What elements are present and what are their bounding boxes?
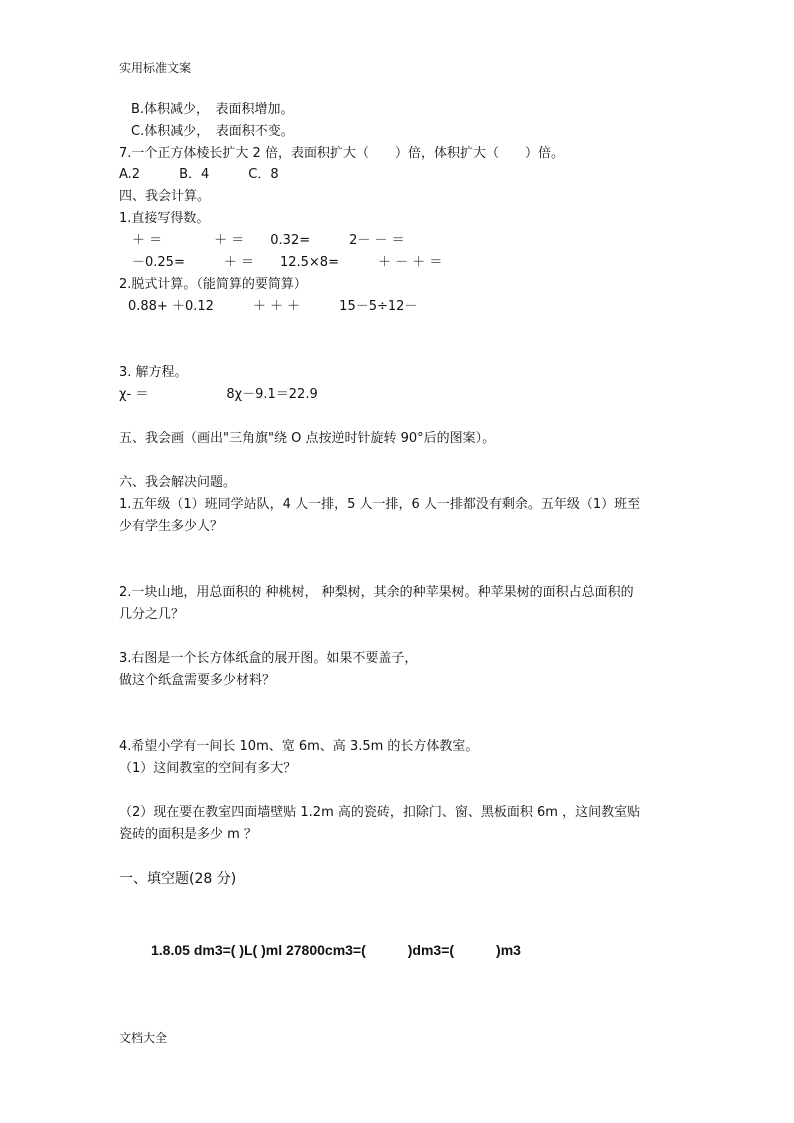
section-4-item-2-row: 0.88+ ＋0.12 ＋ ＋ ＋ 15－5÷12－ [128, 299, 418, 314]
problem-1-line-1: 1.五年级（1）班同学站队，4 人一排，5 人一排，6 人一排都没有剩余。五年级（1）班至 [119, 497, 641, 512]
section-4-title: 四、我会计算。 [119, 189, 211, 204]
section-4-item-1-row-1: ＋ ＝ ＋ ＝ 0.32= 2－ － ＝ [119, 233, 405, 248]
fill-blank-1: 1.8.05 dm3=( )L( )ml 27800cm3=( )dm3=( )m3 [151, 942, 521, 958]
option-c: C.体积减少， 表面积不变。 [131, 124, 294, 139]
section-1-title: 一、填空题(28 分) [119, 871, 237, 887]
section-4-item-3: 3. 解方程。 [119, 365, 188, 380]
page-header: 实用标准文案 [119, 61, 192, 75]
question-7: 7.一个正方体棱长扩大 2 倍，表面积扩大（ ）倍，体积扩大（ ）倍。 [119, 146, 564, 161]
problem-3-line-1: 3.右图是一个长方体纸盒的展开图。如果不要盖子， [119, 651, 418, 666]
problem-2-line-1: 2.一块山地，用总面积的 种桃树， 种梨树，其余的种苹果树。种苹果树的面积占总面积的 [119, 585, 634, 600]
problem-1-line-2: 少有学生多少人？ [119, 519, 224, 534]
section-4-item-2: 2.脱式计算。（能简算的要简算） [119, 277, 307, 292]
problem-4-question-2-line-2: 瓷砖的面积是多少 m ？ [119, 827, 257, 842]
section-5-title: 五、我会画（画出"三角旗"绕 O 点按逆时针旋转 90°后的图案）。 [119, 431, 496, 446]
problem-4-question-1: （1）这间教室的空间有多大？ [119, 761, 297, 776]
section-6-title: 六、我会解决问题。 [119, 475, 237, 490]
option-b: B.体积减少， 表面积增加。 [131, 102, 294, 117]
problem-3-line-2: 做这个纸盒需要多少材料？ [119, 673, 276, 688]
page-footer: 文档大全 [119, 1031, 168, 1045]
section-4-item-3-row: χ- ＝ 8χ－9.1＝22.9 [119, 387, 318, 402]
section-4-item-1-row-2: －0.25= ＋ ＝ 12.5×8= ＋ － ＋ ＝ [119, 255, 443, 270]
question-7-options: A.2 B．4 C．8 [119, 167, 279, 182]
problem-2-line-2: 几分之几？ [119, 607, 185, 622]
problem-4-question-2-line-1: （2）现在要在教室四面墙壁贴 1.2m 高的瓷砖，扣除门、窗、黑板面积 6m ，这间教室贴 [119, 805, 641, 820]
section-4-item-1: 1.直接写得数。 [119, 211, 210, 226]
problem-4-line-1: 4.希望小学有一间长 10m、宽 6m、高 3.5m 的长方体教室。 [119, 739, 479, 754]
